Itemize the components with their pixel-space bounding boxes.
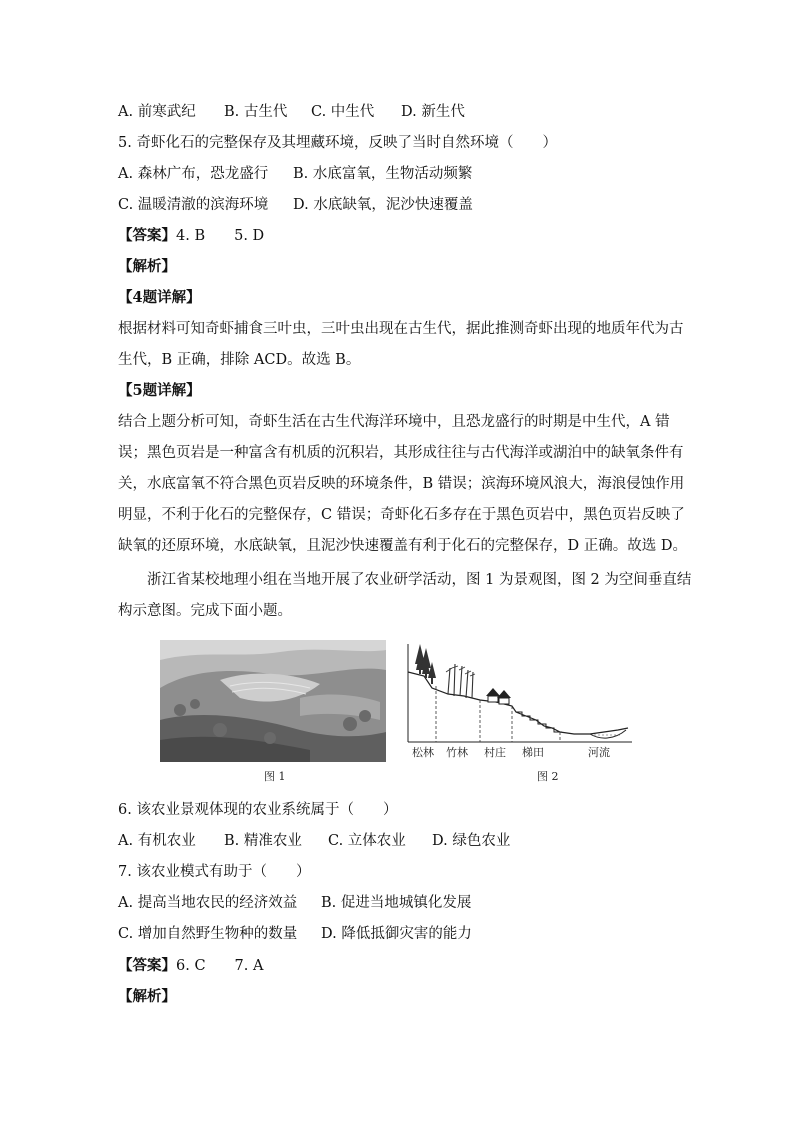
- q7-option-a: A. 提高当地农民的经济效益: [118, 895, 298, 911]
- q4-option-a: A. 前寒武纪: [118, 104, 196, 120]
- q7-options-row1: [118, 893, 471, 913]
- detail5-line: 缺氧的还原环境，水底缺氧，且泥沙快速覆盖有利于化石的完整保存，D 正确。故选 D。: [118, 538, 687, 554]
- house-icon: [486, 688, 511, 704]
- q6-option-a: A. 有机农业: [118, 833, 196, 849]
- intro-line: 构示意图。完成下面小题。: [118, 603, 292, 619]
- detail4-line: 根据材料可知奇虾捕食三叶虫，三叶虫出现在古生代，据此推测奇虾出现的地质年代为古: [118, 321, 684, 337]
- zone-label-village: 村庄: [484, 746, 506, 759]
- detail4-label: 【4题详解】: [118, 289, 201, 306]
- q5-option-a: A. 森林广布，恐龙盛行: [118, 166, 269, 182]
- q6-stem: 6. 该农业景观体现的农业系统属于（ ）: [118, 802, 398, 818]
- detail4-line: 生代，B 正确，排除 ACD。故选 B。: [118, 352, 361, 368]
- figure2-vertical-structure-diagram: [404, 636, 636, 764]
- q7-option-c: C. 增加自然野生物种的数量: [118, 926, 298, 942]
- q5-option-b: B. 水底富氧，生物活动频繁: [293, 166, 473, 182]
- q5-options-row1: [118, 164, 472, 184]
- figure1-caption: 图 1: [264, 770, 286, 783]
- answer-label: 【答案】: [118, 957, 176, 974]
- zone-label-pine: 松林: [412, 746, 434, 759]
- q6-option-b: B. 精准农业: [224, 833, 302, 849]
- zone-label-terrace: 梯田: [522, 746, 544, 759]
- detail5-line: 关，水底富氧不符合黑色页岩反映的环境条件，B 错误；滨海环境风浪大，海浪侵蚀作用: [118, 476, 685, 492]
- q7-option-d: D. 降低抵御灾害的能力: [321, 926, 472, 942]
- q4-options: [118, 102, 465, 122]
- q7-stem: 7. 该农业模式有助于（ ）: [118, 864, 311, 880]
- detail5-line: 明显，不利于化石的完整保存，C 错误；奇虾化石多存在于黑色页岩中，黑色页岩反映了: [118, 507, 685, 523]
- q4-option-b: B. 古生代: [224, 104, 288, 120]
- pine-tree-icon: [415, 644, 436, 684]
- q6-options: [118, 831, 510, 851]
- q4-option-d: D. 新生代: [401, 104, 465, 120]
- q4-option-c: C. 中生代: [311, 104, 375, 120]
- q6-option-c: C. 立体农业: [328, 833, 406, 849]
- q7-option-b: B. 促进当地城镇化发展: [321, 895, 472, 911]
- detail5-line: 结合上题分析可知，奇虾生活在古生代海洋环境中，且恐龙盛行的时期是中生代，A 错: [118, 414, 670, 430]
- answer-text: 4. B 5. D: [176, 228, 265, 244]
- q5-option-d: D. 水底缺氧，泥沙快速覆盖: [293, 197, 473, 213]
- analysis-label: 【解析】: [118, 988, 176, 1005]
- landscape-photo-graphic: [160, 640, 386, 762]
- zone-label-river: 河流: [588, 746, 610, 759]
- zone-label-bamboo: 竹林: [446, 746, 468, 759]
- answer-line-1: [118, 226, 264, 246]
- detail5-label: 【5题详解】: [118, 382, 201, 399]
- q5-stem: 5. 奇虾化石的完整保存及其埋藏环境，反映了当时自然环境（ ）: [118, 135, 557, 151]
- q6-option-d: D. 绿色农业: [432, 833, 511, 849]
- answer-line-2: [118, 956, 263, 976]
- analysis-label: 【解析】: [118, 258, 176, 275]
- figure2-caption: 图 2: [537, 770, 559, 783]
- bamboo-icon: [446, 664, 475, 698]
- answer-text: 6. C 7. A: [176, 958, 264, 974]
- intro-line: 浙江省某校地理小组在当地开展了农业研学活动，图 1 为景观图，图 2 为空间垂直结: [147, 572, 692, 588]
- q5-option-c: C. 温暖清澈的滨海环境: [118, 197, 269, 213]
- q7-options-row2: [118, 924, 472, 944]
- figure1-landscape-photo: [160, 640, 386, 762]
- detail5-line: 误；黑色页岩是一种富含有机质的沉积岩，其形成往往与古代海洋或湖泊中的缺氧条件有: [118, 445, 684, 461]
- vertical-structure-graphic: [404, 636, 636, 764]
- q5-options-row2: [118, 195, 473, 215]
- answer-label: 【答案】: [118, 227, 176, 244]
